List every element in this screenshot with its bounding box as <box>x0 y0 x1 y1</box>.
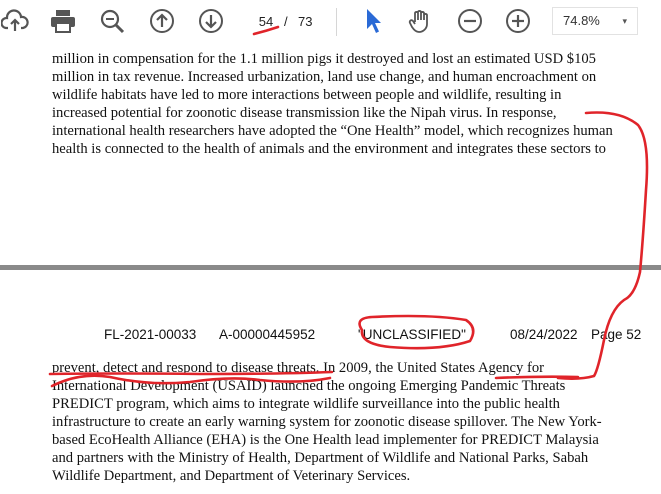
page-top-text <box>52 50 613 158</box>
doc-id: FL-2021-00033 <box>104 327 197 342</box>
text-line: million in compensation for the 1.1 million pigs it destroyed and lost an estimated USD $105 <box>52 51 596 67</box>
page-number-input[interactable]: 54 <box>258 14 274 29</box>
pan-tool-button[interactable] <box>406 6 436 36</box>
arrow-down-circle-icon <box>198 8 224 34</box>
page-separator: / <box>284 14 288 29</box>
zoom-in-button[interactable] <box>503 6 533 36</box>
upload-button[interactable] <box>0 6 30 36</box>
zoom-select[interactable] <box>552 7 638 35</box>
plus-circle-icon <box>505 8 531 34</box>
find-button[interactable] <box>97 6 127 36</box>
text-line: PREDICT program, which aims to integrate wildlife surveillance into the public health <box>52 396 560 412</box>
pdf-toolbar <box>0 0 661 44</box>
cursor-arrow-icon <box>362 7 384 35</box>
minus-circle-icon <box>457 8 483 34</box>
print-icon <box>49 8 77 34</box>
doc-date: 08/24/2022 <box>510 327 578 342</box>
text-line: based EcoHealth Alliance (EHA) is the One Health lead implementer for PREDICT Malaysia <box>52 432 599 448</box>
print-button[interactable] <box>48 6 78 36</box>
prev-page-button[interactable] <box>147 6 177 36</box>
text-line: international health researchers have adopted the “One Health” model, which recognizes human <box>52 123 613 139</box>
text-line: health is connected to the health of animals and the environment and integrates these sectors to <box>52 141 606 157</box>
text-line: wildlife habitats have led to more interactions between people and wildlife, resulting in <box>52 87 562 103</box>
page-label: Page 52 <box>591 327 642 342</box>
text-line: International Development (USAID) launched the ongoing Emerging Pandemic Threats <box>52 378 566 394</box>
zoom-value: 74.8% <box>563 13 600 28</box>
text-line: infrastructure to create an early warning system for zoonotic disease spillover. The New York- <box>52 414 602 430</box>
text-line: increased potential for zoonotic disease transmission like the Nipah virus. In response, <box>52 105 557 121</box>
chevron-down-icon: ▾ <box>622 16 627 26</box>
text-line: and partners with the Ministry of Health, Department of Wildlife and National Parks, Sabah <box>52 450 589 466</box>
document-page-top <box>0 44 661 265</box>
ref-id: A-00000445952 <box>219 327 316 342</box>
hand-icon <box>407 7 435 35</box>
cloud-upload-icon <box>1 9 29 33</box>
text-line: million in tax revenue. Increased urbanization, land use change, and human encroachment on <box>52 69 597 85</box>
arrow-up-circle-icon <box>149 8 175 34</box>
classification-label: "UNCLASSIFIED" <box>358 327 466 342</box>
search-icon <box>98 7 126 35</box>
page-bottom-text <box>52 359 602 485</box>
text-line: prevent, detect and respond to disease threats. In 2009, the United States Agency for <box>52 360 544 376</box>
document-page-bottom <box>0 270 661 494</box>
page-total: 73 <box>298 14 313 29</box>
text-line: Wildlife Department, and Department of Veterinary Services. <box>52 468 411 484</box>
select-tool-button[interactable] <box>358 6 388 36</box>
toolbar-divider <box>336 8 337 36</box>
zoom-out-button[interactable] <box>455 6 485 36</box>
next-page-button[interactable] <box>196 6 226 36</box>
